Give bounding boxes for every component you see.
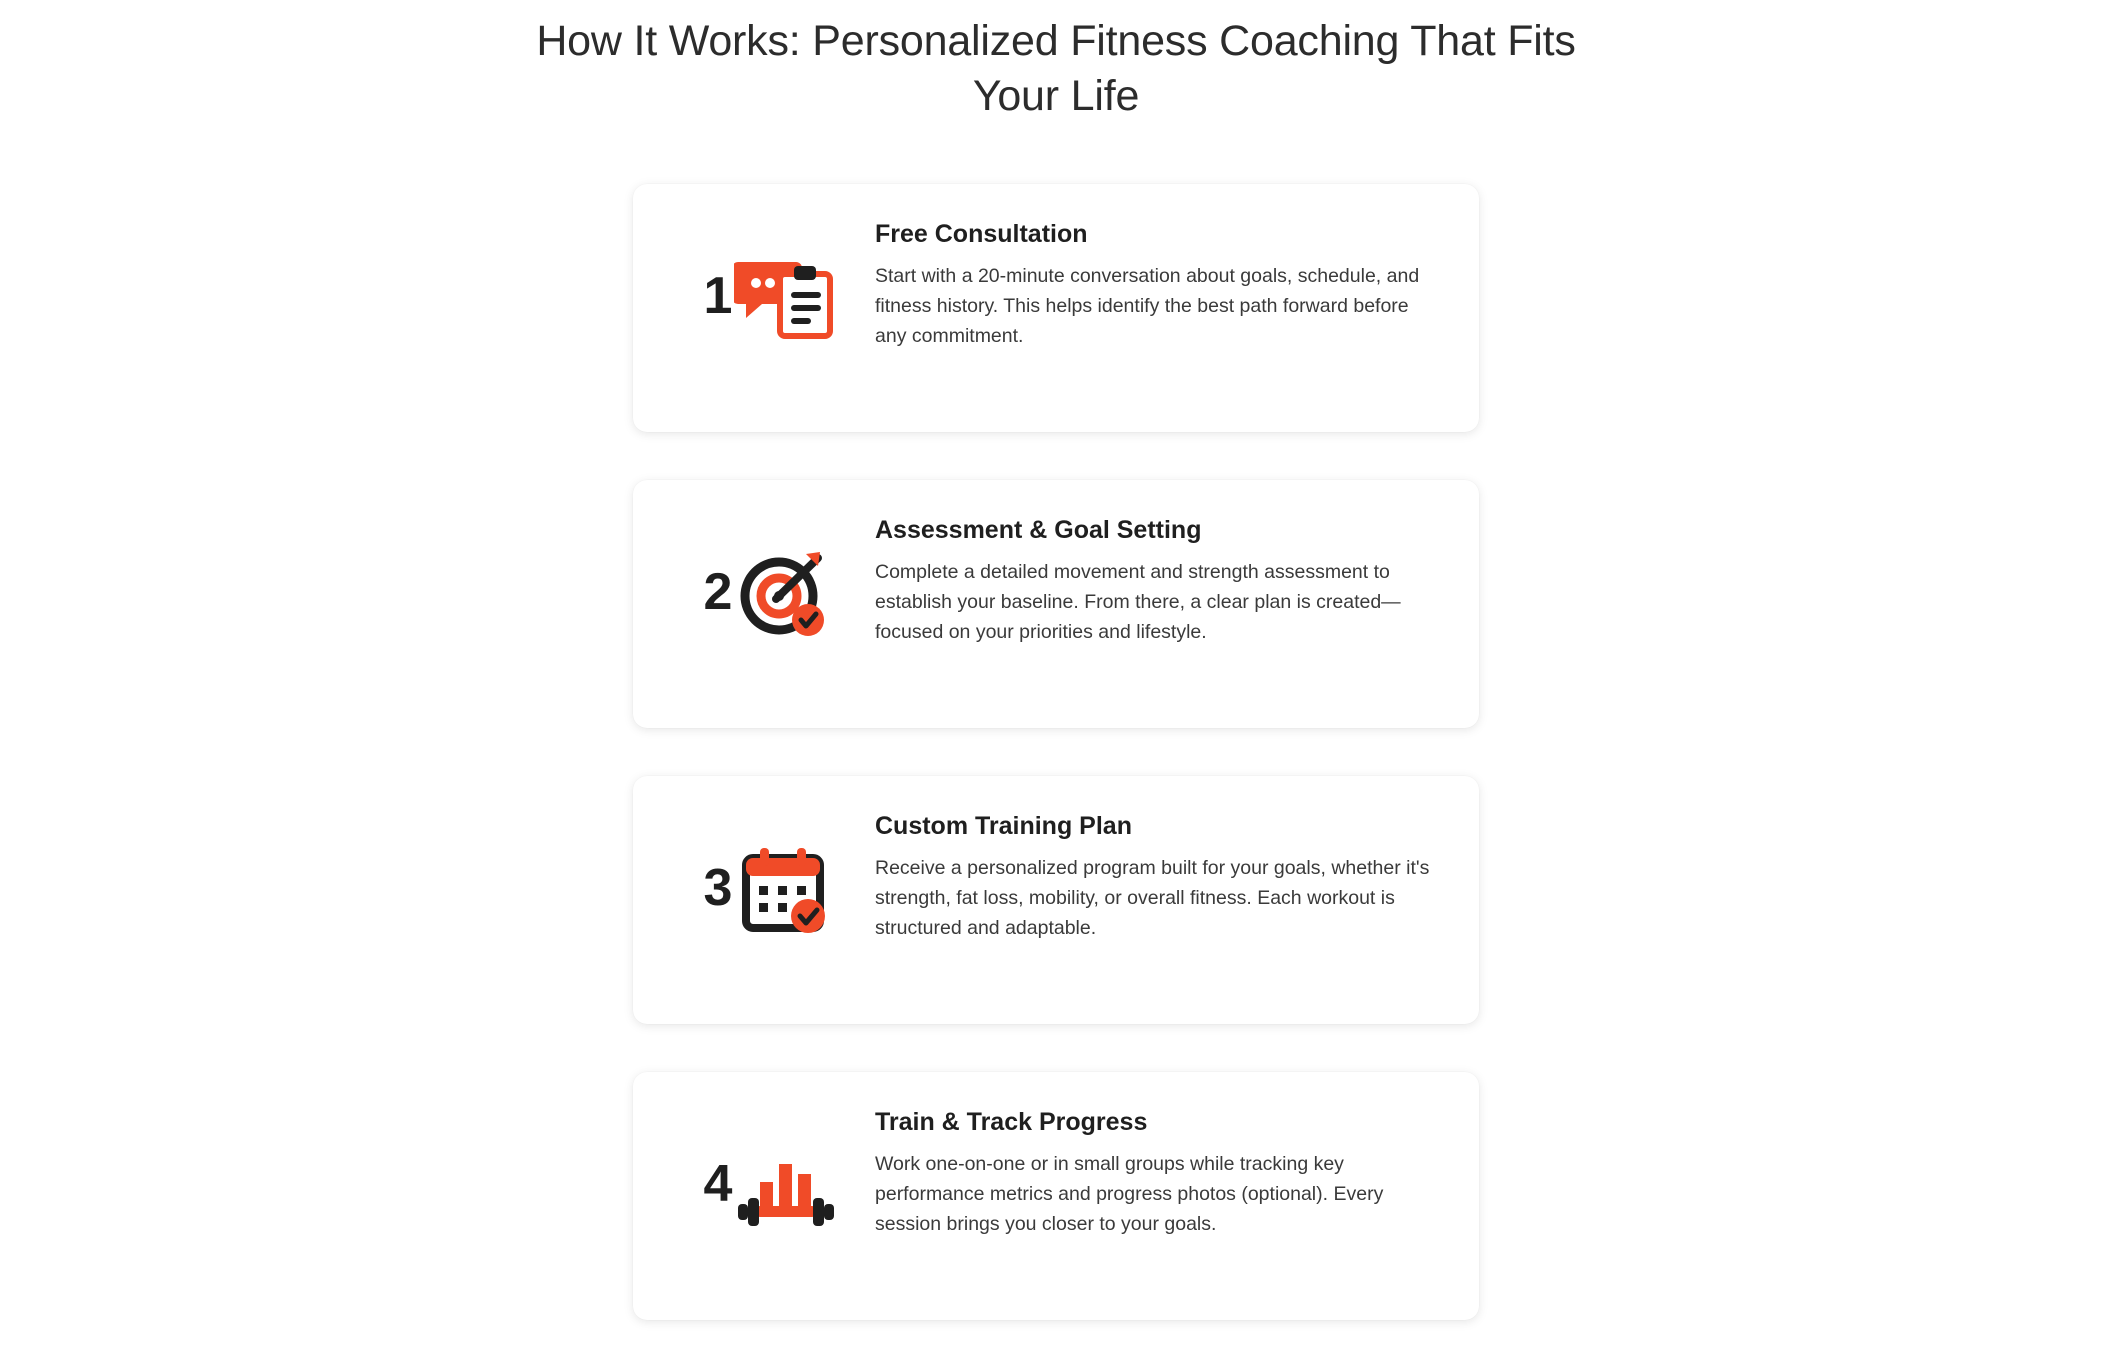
step-description: Start with a 20-minute conversation about goals, schedule, and fitness history. This helps identify the best path forward before any commitment. <box>875 264 1420 347</box>
dumbbell-chart-icon <box>734 1136 834 1232</box>
step-card <box>633 776 1479 1024</box>
step-description: Work one-on-one or in small groups while tracking key performance metrics and progress photos (optional). Every session brings you closer to your goals. <box>875 1152 1384 1235</box>
step-number: 4 <box>703 1155 733 1214</box>
step-title: Custom Training Plan <box>875 812 1132 841</box>
step-icon-column <box>669 1102 869 1232</box>
step-text-column <box>869 214 1445 351</box>
step-card <box>633 1072 1479 1320</box>
step-card <box>633 184 1479 432</box>
calendar-check-icon <box>734 840 834 936</box>
step-text-column <box>869 806 1445 943</box>
step-title: Assessment & Goal Setting <box>875 516 1202 545</box>
step-icon-column <box>669 806 869 936</box>
step-card <box>633 480 1479 728</box>
page-title: How It Works: Personalized Fitness Coaching That Fits Your Life <box>536 17 1576 121</box>
chat-clipboard-icon <box>734 248 834 344</box>
step-number: 3 <box>703 859 733 918</box>
step-icon-column <box>669 510 869 640</box>
step-description: Complete a detailed movement and strength assessment to establish your baseline. From there, a clear plan is created—focused on your priorities and lifestyle. <box>875 560 1401 643</box>
step-icon-column <box>669 214 869 344</box>
steps-list <box>633 124 1479 1320</box>
step-text-column <box>869 1102 1445 1239</box>
target-arrow-icon <box>734 544 834 640</box>
step-title: Train & Track Progress <box>875 1108 1148 1137</box>
step-description: Receive a personalized program built for your goals, whether it's strength, fat loss, mobility, or overall fitness. Each workout is structured and adaptable. <box>875 856 1430 939</box>
step-number: 2 <box>703 563 733 622</box>
step-text-column <box>869 510 1445 647</box>
step-title: Free Consultation <box>875 220 1088 249</box>
step-number: 1 <box>703 267 733 326</box>
